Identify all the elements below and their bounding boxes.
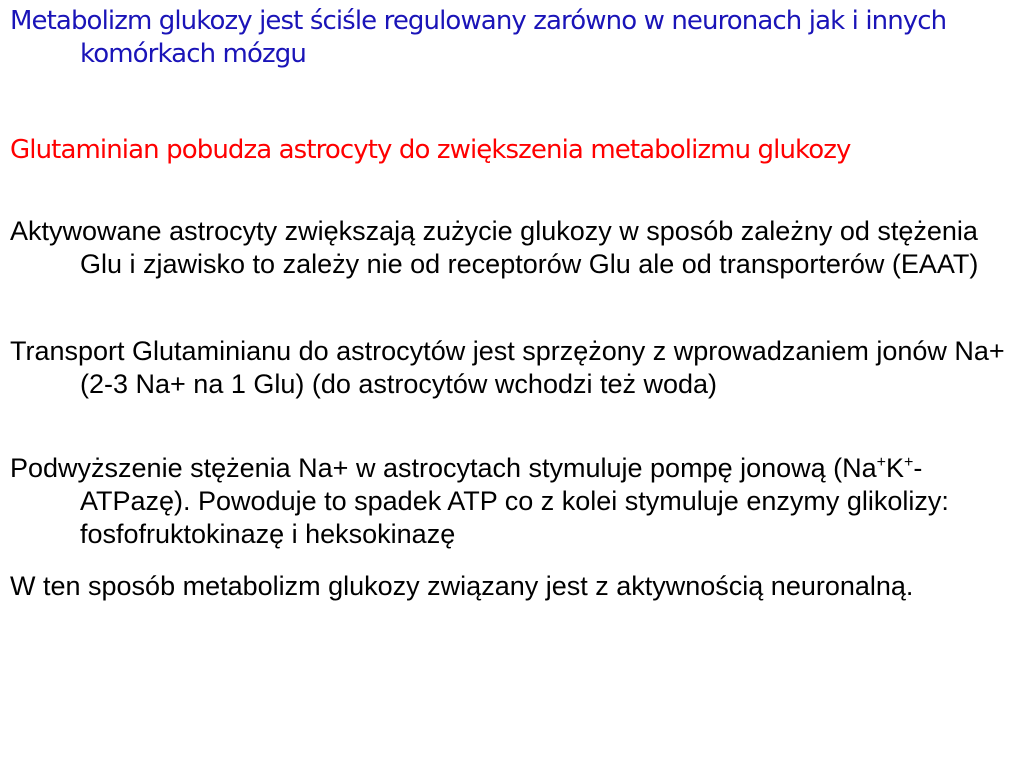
paragraph-text: W ten sposób metabolizm glukozy związany jest z aktywnością neuronalną. [10,571,914,601]
paragraph-text: Aktywowane astrocyty zwiększają zużycie glukozy w sposób zależny od stężenia Glu i zjawisko to zależy nie od receptorów Glu ale od transporterów (EAAT) [10,216,979,279]
paragraph-activated-astrocytes [10,215,1006,281]
paragraph-glutamate-transport [10,335,1006,401]
paragraph-text-part3: -ATPazę). Powoduje to spadek ATP co z kolei stymuluje enzymy glikolizy: fosfofruktokinazę i heksokinazę [80,453,949,549]
paragraph-glutamate-stimulates [10,134,1006,167]
superscript-plus: + [876,454,887,471]
paragraph-text: Transport Glutaminianu do astrocytów jest sprzężony z wprowadzaniem jonów Na+ (2-3 Na+ na 1 Glu) (do astrocytów wchodzi też woda) [10,336,1005,399]
superscript-plus: + [904,454,914,471]
paragraph-text-part1: Podwyższenie stężenia Na+ w astrocytach stymuluje pompę jonową (Na [10,453,877,483]
paragraph-conclusion [10,570,1006,603]
paragraph-glucose-regulation [10,5,1006,71]
paragraph-text: Glutaminian pobudza astrocyty do zwiększenia metabolizmu glukozy [10,135,851,165]
paragraph-sodium-increase [10,452,1006,551]
paragraph-text-part2: K [886,453,905,483]
paragraph-text: Metabolizm glukozy jest ściśle regulowany zarówno w neuronach jak i innych komórkach mózgu [10,6,947,69]
